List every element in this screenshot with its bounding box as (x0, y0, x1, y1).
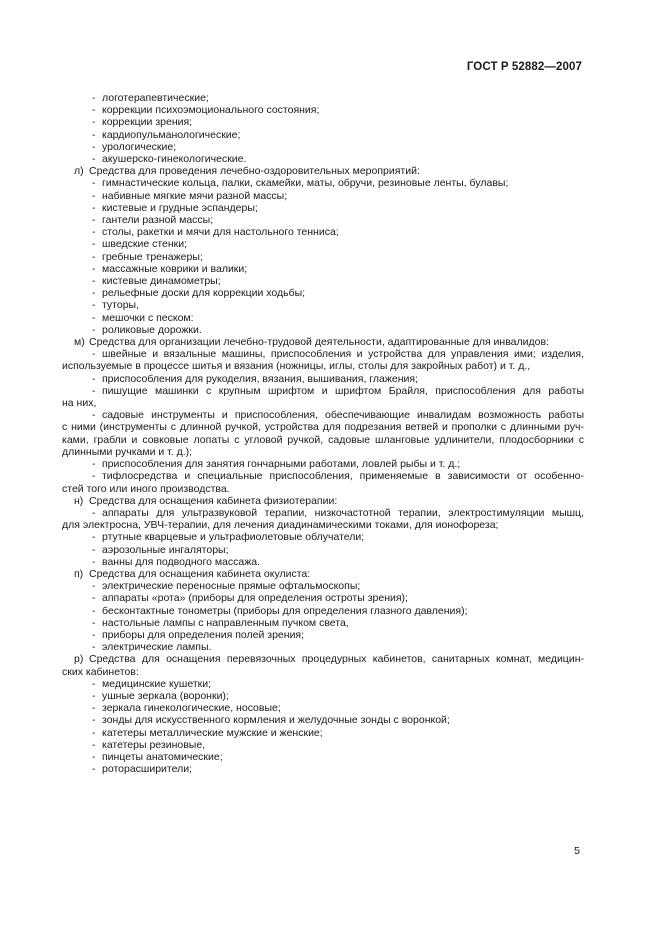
line-text: Средства для проведения лечебно-оздоровительных мероприятий: (89, 165, 420, 178)
line-text: рельефные доски для коррекции ходьбы; (102, 287, 306, 300)
section-heading (62, 336, 584, 348)
list-dash: - (92, 506, 96, 519)
list-item (62, 470, 584, 482)
list-item (62, 214, 584, 226)
list-item (62, 251, 584, 263)
list-item (62, 690, 584, 702)
list-dash: - (92, 92, 96, 104)
line-text: зонды для искусственного кормления и желудочные зонды с воронкой; (102, 714, 450, 727)
page-number: 5 (574, 845, 580, 857)
list-item (62, 580, 584, 592)
line-text: Средства для оснащения кабинета окулиста: (89, 567, 311, 580)
line-text: туторы, (102, 299, 140, 312)
list-dash: - (92, 238, 96, 251)
list-item (62, 287, 584, 299)
list-dash: - (92, 226, 96, 239)
list-item (62, 678, 584, 690)
list-dash: - (92, 641, 96, 654)
list-dash: - (92, 458, 96, 471)
text-continuation (62, 446, 584, 458)
line-text: электрические переносные прямые офтальмоскопы; (102, 580, 361, 593)
list-item (62, 129, 584, 141)
line-text: пишущие машинки с крупным шрифтом и шрифтом Брайля, приспособления для работы (102, 384, 584, 397)
list-dash: - (92, 738, 96, 751)
list-item (62, 238, 584, 250)
line-text: стей того или иного производства. (62, 482, 230, 495)
list-item (62, 324, 584, 336)
document-body (62, 92, 584, 775)
line-text: используемые в процессе шитья и вязания (ножницы, иглы, столы для закройных работ) и т. д., (62, 360, 531, 373)
item-label: м) (74, 336, 85, 349)
line-text: медицинские кушетки; (102, 677, 212, 690)
list-item (62, 348, 584, 360)
list-item (62, 177, 584, 189)
line-text: логотерапевтические; (102, 92, 209, 104)
list-item (62, 226, 584, 238)
line-text: электрические лампы. (102, 641, 212, 654)
line-text: длинными ручками и т. д.); (62, 445, 193, 458)
list-dash: - (92, 262, 96, 275)
line-text: кистевые динамометры; (102, 275, 221, 288)
line-text: ртутные кварцевые и ультрафиолетовые облучатели; (102, 531, 365, 544)
list-item (62, 458, 584, 470)
list-dash: - (92, 531, 96, 544)
item-label: р) (74, 653, 84, 666)
list-item (62, 544, 584, 556)
line-text: гребные тренажеры; (102, 250, 203, 263)
line-text: садовые инструменты и приспособления, обеспечивающие инвалидам возможность работы (102, 409, 584, 422)
line-text: ванны для подводного массажа. (102, 555, 261, 568)
list-dash: - (92, 323, 96, 336)
section-heading (62, 165, 584, 177)
list-item (62, 299, 584, 311)
text-continuation (62, 421, 584, 433)
list-dash: - (92, 750, 96, 763)
item-label: л) (74, 165, 84, 178)
line-text: швейные и вязальные машины, приспособления и устройства для управления ими; изделия, (102, 348, 584, 361)
list-dash: - (92, 580, 96, 593)
list-dash: - (92, 311, 96, 324)
list-item (62, 190, 584, 202)
item-label: н) (74, 494, 84, 507)
line-text: роликовые дорожки. (102, 323, 202, 336)
list-item (62, 727, 584, 739)
list-dash: - (92, 543, 96, 556)
list-item (62, 531, 584, 543)
line-text: шведские стенки; (102, 238, 188, 251)
list-item (62, 739, 584, 751)
list-item (62, 116, 584, 128)
line-text: ушные зеркала (воронки); (102, 689, 229, 702)
line-text: настольные лампы с направленным пучком света, (102, 616, 349, 629)
list-dash: - (92, 214, 96, 227)
text-continuation (62, 434, 584, 446)
list-dash: - (92, 616, 96, 629)
line-text: аппараты «рота» (приборы для определения остроты зрения); (102, 592, 408, 605)
line-text: акушерско-гинекологические. (102, 153, 247, 166)
list-item (62, 202, 584, 214)
list-item (62, 141, 584, 153)
list-dash: - (92, 689, 96, 702)
list-dash: - (92, 201, 96, 214)
list-dash: - (92, 177, 96, 190)
line-text: коррекции зрения; (102, 116, 193, 129)
line-text: коррекции психоэмоционального состояния; (102, 104, 320, 117)
text-continuation (62, 360, 584, 372)
line-text: роторасширители; (102, 763, 192, 776)
line-text: пинцеты анатомические; (102, 750, 223, 763)
list-dash: - (92, 628, 96, 641)
line-text: бесконтактные тонометры (приборы для определения глазного давления); (102, 604, 468, 617)
line-text: на них, (62, 397, 97, 410)
list-dash: - (92, 128, 96, 141)
line-text: мешочки с песком: (102, 311, 194, 324)
line-text: Средства для организации лечебно-трудовой деятельности, адаптированные для инвалидов: (89, 336, 549, 349)
line-text: для электросна, УВЧ-терапии, для лечения диадинамическими токами, для ионофореза; (62, 519, 499, 532)
list-dash: - (92, 275, 96, 288)
document-header: ГОСТ Р 52882—2007 (466, 61, 582, 73)
list-dash: - (92, 409, 96, 422)
list-dash: - (92, 604, 96, 617)
text-continuation (62, 519, 584, 531)
line-text: катетеры металлические мужские и женские; (102, 726, 323, 739)
list-dash: - (92, 299, 96, 312)
line-text: кардиопульманологические; (102, 128, 241, 141)
list-item (62, 605, 584, 617)
line-text: аэрозольные ингаляторы; (102, 543, 229, 556)
list-dash: - (92, 250, 96, 263)
list-item (62, 556, 584, 568)
text-continuation (62, 483, 584, 495)
list-item (62, 409, 584, 421)
list-dash: - (92, 140, 96, 153)
list-dash: - (92, 287, 96, 300)
line-text: столы, ракетки и мячи для настольного тенниса; (102, 226, 339, 239)
list-item (62, 153, 584, 165)
line-text: кистевые и грудные эспандеры; (102, 201, 258, 214)
line-text: ками, грабли и совковые лопаты с угловой ручкой, садовые шланговые удлинители, плодосборники с (62, 433, 584, 446)
list-item (62, 104, 584, 116)
list-dash: - (92, 116, 96, 129)
section-heading (62, 568, 584, 580)
list-dash: - (92, 384, 96, 397)
line-text: набивные мягкие мячи разной массы; (102, 189, 288, 202)
list-item (62, 629, 584, 641)
line-text: Средства для оснащения кабинета физиотерапии: (89, 494, 338, 507)
section-heading (62, 653, 584, 665)
item-label: п) (74, 567, 84, 580)
list-dash: - (92, 714, 96, 727)
line-text: урологические; (102, 140, 177, 153)
list-dash: - (92, 555, 96, 568)
line-text: катетеры резиновые, (102, 738, 206, 751)
list-dash: - (92, 372, 96, 385)
list-item (62, 751, 584, 763)
section-heading (62, 495, 584, 507)
list-item (62, 763, 584, 775)
line-text: приспособления для рукоделия, вязания, вышивания, глажения; (102, 372, 419, 385)
list-item (62, 714, 584, 726)
list-item (62, 617, 584, 629)
line-text: с ними (инструменты с длинной ручкой, устройства для подрезания ветвей и прополки с длинными руч- (62, 421, 584, 434)
line-text: гантели разной массы; (102, 214, 214, 227)
line-text: приспособления для занятия гончарными работами, ловлей рыбы и т. д.; (102, 458, 461, 471)
text-continuation (62, 666, 584, 678)
line-text: Средства для оснащения перевязочных процедурных кабинетов, санитарных комнат, медицин- (89, 653, 584, 666)
list-dash: - (92, 153, 96, 166)
list-dash: - (92, 348, 96, 361)
list-item (62, 702, 584, 714)
list-dash: - (92, 592, 96, 605)
list-item (62, 592, 584, 604)
list-dash: - (92, 726, 96, 739)
line-text: гимнастические кольца, палки, скамейки, маты, обручи, резиновые ленты, булавы; (102, 177, 509, 190)
list-item (62, 275, 584, 287)
list-item (62, 373, 584, 385)
line-text: зеркала гинекологические, носовые; (102, 702, 281, 715)
list-item (62, 385, 584, 397)
list-item (62, 312, 584, 324)
list-dash: - (92, 702, 96, 715)
list-dash: - (92, 677, 96, 690)
line-text: приборы для определения полей зрения; (102, 628, 305, 641)
line-text: ских кабинетов: (62, 665, 139, 678)
line-text: массажные коврики и валики; (102, 262, 248, 275)
list-dash: - (92, 470, 96, 483)
text-continuation (62, 397, 584, 409)
list-item (62, 641, 584, 653)
line-text: аппараты для ультразвуковой терапии, низкочастотной терапии, электростимуляции мышц, (102, 506, 584, 519)
list-item (62, 92, 584, 104)
line-text: тифлосредства и специальные приспособления, применяемые в зависимости от особенно- (102, 470, 584, 483)
list-dash: - (92, 104, 96, 117)
list-item (62, 507, 584, 519)
list-item (62, 263, 584, 275)
list-dash: - (92, 763, 96, 776)
list-dash: - (92, 189, 96, 202)
